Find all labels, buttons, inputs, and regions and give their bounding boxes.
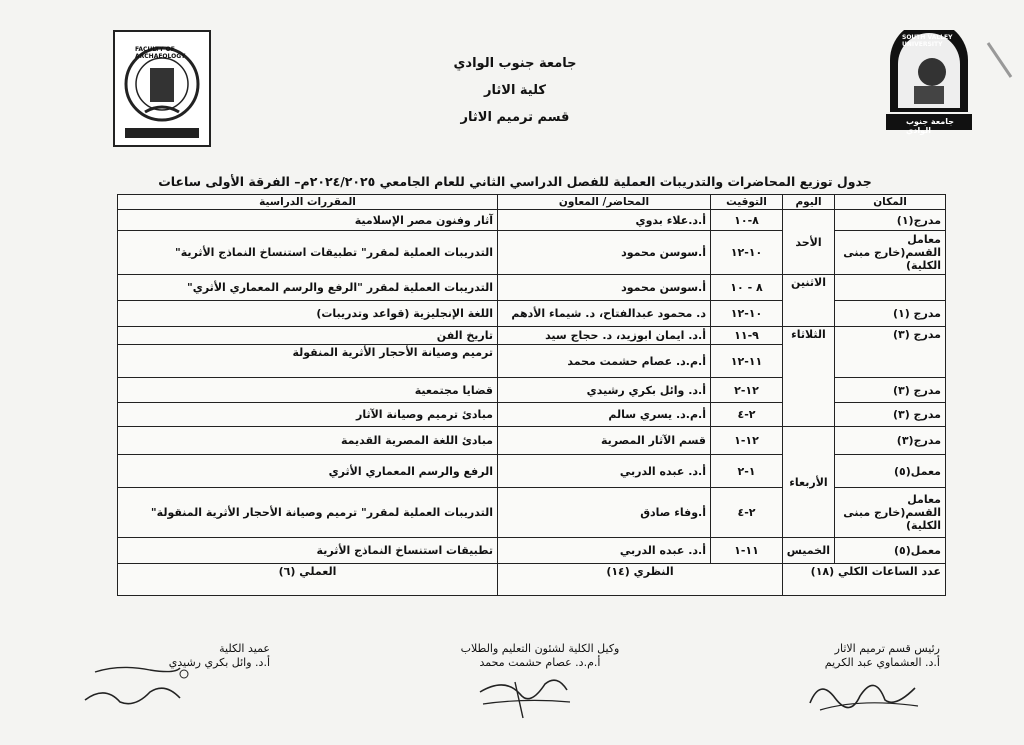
cell-place: مدرج (٣) bbox=[835, 327, 946, 378]
cell-time: ١٠-١٢ bbox=[711, 231, 783, 275]
cell-lecturer: أ.م.د. يسري سالم bbox=[498, 403, 711, 427]
cell-course: مبادئ ترميم وصيانة الآثار bbox=[118, 403, 498, 427]
signature-vice bbox=[440, 642, 640, 670]
cell-lecturer: أ.د.علاء بدوي bbox=[498, 210, 711, 231]
totals-row bbox=[118, 564, 946, 596]
cell-place: معمل(٥) bbox=[835, 455, 946, 488]
cell-place bbox=[835, 275, 946, 301]
cell-time: ١٠-١٢ bbox=[711, 301, 783, 327]
cell-day-thursday: الخميس bbox=[783, 538, 835, 564]
head-title: رئيس قسم ترميم الاثار bbox=[834, 642, 940, 655]
head-name: أ.د. العشماوي عبد الكريم bbox=[824, 656, 940, 669]
faculty-logo-text: FACULTY OF ARCHAEOLOGY bbox=[135, 46, 186, 60]
header-time: التوقيت bbox=[711, 195, 783, 210]
cell-day-tuesday: الثلاثاء bbox=[783, 327, 835, 427]
cell-time: ٩-١١ bbox=[711, 327, 783, 345]
cell-time: ٨ - ١٠ bbox=[711, 275, 783, 301]
cell-place: مدرج (٣) bbox=[835, 378, 946, 403]
theory-hours: النظري (١٤) bbox=[498, 564, 783, 596]
cell-place: مدرج (٣) bbox=[835, 403, 946, 427]
pen-stroke-icon bbox=[985, 40, 1015, 84]
cell-place: مدرج (١) bbox=[835, 301, 946, 327]
faculty-name: كلية الاثار bbox=[484, 83, 546, 98]
table-row bbox=[118, 275, 946, 301]
cell-lecturer: أ.سوسن محمود bbox=[498, 275, 711, 301]
university-name: جامعة جنوب الوادي bbox=[453, 56, 577, 71]
cell-lecturer: قسم الآثار المصرية bbox=[498, 427, 711, 455]
cell-lecturer: أ.وفاء صادق bbox=[498, 488, 711, 538]
cell-lecturer: د. محمود عبدالفتاح، د. شيماء الأدهم bbox=[498, 301, 711, 327]
cell-course: اللغة الإنجليزية (قواعد وتدريبات) bbox=[118, 301, 498, 327]
table-header-row bbox=[118, 195, 946, 210]
document-header bbox=[430, 50, 600, 131]
signature-head bbox=[790, 642, 940, 670]
table-row bbox=[118, 538, 946, 564]
cell-course: تاريخ الفن bbox=[118, 327, 498, 345]
cell-course: الرفع والرسم المعماري الأثري bbox=[118, 455, 498, 488]
table-row bbox=[118, 210, 946, 231]
cell-course: التدريبات العملية لمقرر "الرفع والرسم المعماري الأثري" bbox=[118, 275, 498, 301]
header-day: اليوم bbox=[783, 195, 835, 210]
cell-course: التدريبات العملية لمقرر" ترميم وصيانة الأحجار الأثرية المنقولة" bbox=[118, 488, 498, 538]
cell-place: معامل القسم(خارج مبنى الكلية) bbox=[835, 231, 946, 275]
cell-course: آثار وفنون مصر الإسلامية bbox=[118, 210, 498, 231]
schedule-title: جدول توزيع المحاضرات والتدريبات العملية للفصل الدراسي الثاني للعام الجامعي ٢٠٢٤/٢٠٢٥م– الفرقة الأولى ساعات bbox=[158, 174, 872, 189]
cell-time: ٨-١٠ bbox=[711, 210, 783, 231]
cell-time: ١٢-١ bbox=[711, 427, 783, 455]
cell-course: تطبيقات استنساخ النماذج الأثرية bbox=[118, 538, 498, 564]
table-row bbox=[118, 327, 946, 345]
cell-lecturer: أ.م.د. عصام حشمت محمد bbox=[498, 345, 711, 378]
cell-day-monday: الاثنين bbox=[783, 275, 835, 327]
cell-time: ١١-١ bbox=[711, 538, 783, 564]
cell-day-sunday: الأحد bbox=[783, 210, 835, 275]
handwritten-signature-head bbox=[800, 668, 930, 718]
university-logo-caption: جامعة جنوب الوادي bbox=[906, 117, 954, 135]
handwritten-signature-dean bbox=[80, 660, 190, 715]
cell-time: ٢-٤ bbox=[711, 488, 783, 538]
cell-time: ٢-٤ bbox=[711, 403, 783, 427]
cell-place: مدرج(٣) bbox=[835, 427, 946, 455]
cell-place: معامل القسم(خارج مبنى الكلية) bbox=[835, 488, 946, 538]
cell-lecturer: أ.د. عبده الدربي bbox=[498, 455, 711, 488]
cell-course: التدريبات العملية لمقرر" تطبيقات استنساخ النماذج الأثرية" bbox=[118, 231, 498, 275]
header-place: المكان bbox=[835, 195, 946, 210]
vice-title: وكيل الكلية لشئون التعليم والطلاب bbox=[460, 642, 620, 655]
department-name: قسم ترميم الاثار bbox=[460, 110, 570, 125]
cell-course: مبادئ اللغة المصرية القديمة bbox=[118, 427, 498, 455]
faculty-logo bbox=[113, 30, 211, 147]
vice-name: أ.م.د. عصام حشمت محمد bbox=[479, 656, 601, 669]
cell-day-wednesday: الأربعاء bbox=[783, 427, 835, 538]
cell-lecturer: أ.د. ايمان ابوزيد، د. حجاج سيد bbox=[498, 327, 711, 345]
practical-hours: العملي (٦) bbox=[118, 564, 498, 596]
table-row bbox=[118, 427, 946, 455]
header-course: المقررات الدراسية bbox=[118, 195, 498, 210]
dean-title: عميد الكلية bbox=[219, 642, 270, 655]
total-hours: عدد الساعات الكلي (١٨) bbox=[783, 564, 946, 596]
cell-time: ١-٢ bbox=[711, 455, 783, 488]
university-logo-text: SOUTH VALLEY UNIVERSITY bbox=[902, 34, 953, 48]
cell-lecturer: أ.د. وائل بكري رشيدي bbox=[498, 378, 711, 403]
cell-course: قضايا مجتمعية bbox=[118, 378, 498, 403]
cell-time: ١٢-٢ bbox=[711, 378, 783, 403]
university-logo bbox=[884, 30, 974, 134]
cell-place: مدرج(١) bbox=[835, 210, 946, 231]
cell-lecturer: أ.د. عبده الدربي bbox=[498, 538, 711, 564]
header-lecturer: المحاضر/ المعاون bbox=[498, 195, 711, 210]
handwritten-signature-vice bbox=[475, 672, 575, 722]
cell-time: ١١-١٢ bbox=[711, 345, 783, 378]
cell-place: معمل(٥) bbox=[835, 538, 946, 564]
dean-name: أ.د. وائل بكري رشيدي bbox=[168, 656, 270, 669]
schedule-table bbox=[117, 194, 946, 596]
cell-course: ترميم وصيانة الأحجار الأثرية المنقولة bbox=[118, 345, 498, 378]
cell-lecturer: أ.سوسن محمود bbox=[498, 231, 711, 275]
